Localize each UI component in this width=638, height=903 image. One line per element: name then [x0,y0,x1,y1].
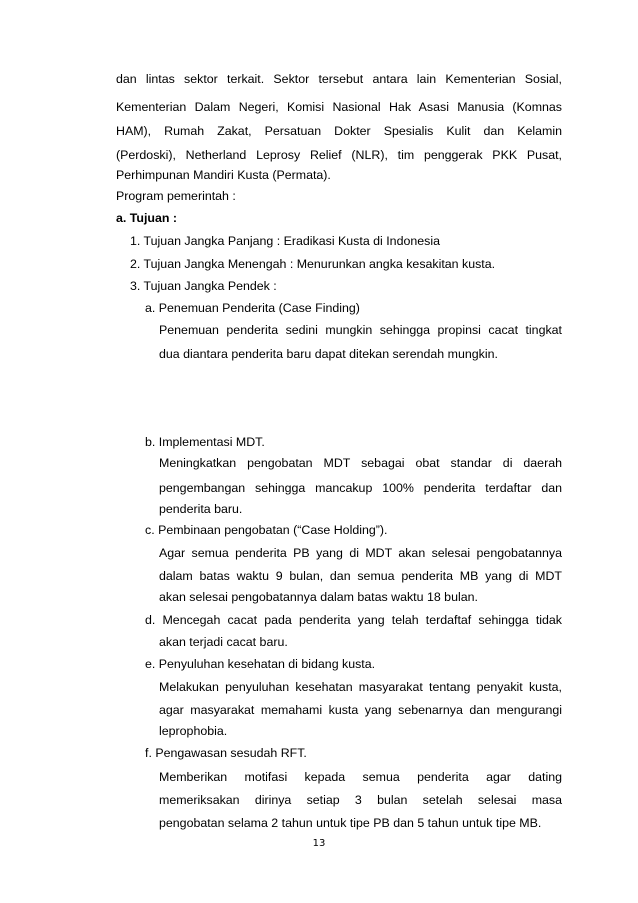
item-e-line-2: agar masyarakat memahami kusta yang sebenarnya dan mengurangi [159,703,562,717]
item-a-title: a. Penemuan Penderita (Case Finding) [145,301,360,315]
item-d-line-1: d. Mencegah cacat pada penderita yang telah terdaftaf sehingga tidak [145,613,562,627]
intro-line-1: dan lintas sektor terkait. Sektor tersebut antara lain Kementerian Sosial, [116,72,562,86]
intro-line-5: Perhimpunan Mandiri Kusta (Permata). [116,168,331,182]
item-f-line-3: pengobatan selama 2 tahun untuk tipe PB dan 5 tahun untuk tipe MB. [159,816,542,830]
item-f-title: f. Pengawasan sesudah RFT. [145,746,307,760]
item-c-line-2: dalam batas waktu 9 bulan, dan semua penderita MB yang di MDT [159,569,562,583]
item-c-line-3: akan selesai pengobatannya dalam batas waktu 18 bulan. [159,590,478,604]
item-e-title: e. Penyuluhan kesehatan di bidang kusta. [145,657,376,671]
intro-line-4: (Perdoski), Netherland Leprosy Relief (NLR), tim penggerak PKK Pusat, [116,148,562,162]
goal-1: 1. Tujuan Jangka Panjang : Eradikasi Kusta di Indonesia [130,234,440,248]
page-number: 13 [312,838,326,849]
item-c-title: c. Pembinaan pengobatan (“Case Holding”). [145,523,388,537]
item-d-line-2: akan terjadi cacat baru. [159,635,288,649]
program-label: Program pemerintah : [116,189,236,203]
item-f-line-1: Memberikan motifasi kepada semua penderita agar dating [159,770,562,784]
item-e-line-3: leprophobia. [159,724,228,738]
goal-3: 3. Tujuan Jangka Pendek : [130,279,277,293]
item-f-line-2: memeriksakan dirinya setiap 3 bulan setelah selesai masa [159,793,562,807]
item-a-line-2: dua diantara penderita baru dapat ditekan serendah mungkin. [159,347,498,361]
tujuan-heading: a. Tujuan : [116,211,178,225]
item-c-line-1: Agar semua penderita PB yang di MDT akan selesai pengobatannya [159,546,562,560]
item-e-line-1: Melakukan penyuluhan kesehatan masyarakat tentang penyakit kusta, [159,680,562,694]
item-b-line-3: penderita baru. [159,502,243,516]
intro-line-2: Kementerian Dalam Negeri, Komisi Nasional Hak Asasi Manusia (Komnas [116,100,562,114]
item-a-line-1: Penemuan penderita sedini mungkin sehingga propinsi cacat tingkat [159,323,562,337]
intro-line-3: HAM), Rumah Zakat, Persatuan Dokter Spesialis Kulit dan Kelamin [116,124,562,138]
item-b-title: b. Implementasi MDT. [145,435,265,449]
item-b-line-1: Meningkatkan pengobatan MDT sebagai obat standar di daerah [159,456,562,470]
item-b-line-2: pengembangan sehingga mancakup 100% penderita terdaftar dan [159,481,562,495]
goal-2: 2. Tujuan Jangka Menengah : Menurunkan angka kesakitan kusta. [130,257,496,271]
